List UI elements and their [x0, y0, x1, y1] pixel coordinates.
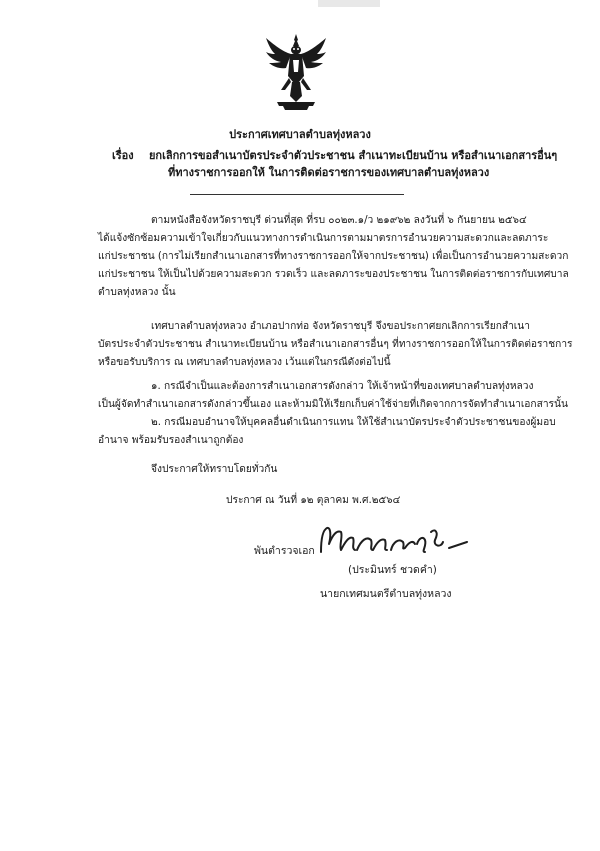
para1-line-5: ตำบลทุ่งหลวง นั้น: [98, 287, 176, 298]
handwritten-signature: [315, 518, 475, 562]
subject-line-2: ที่ทางราชการออกให้ ในการติดต่อราชการของเทศบาลตำบลทุ่งหลวง: [168, 166, 490, 179]
garuda-emblem-icon: [263, 32, 329, 112]
divider: [190, 194, 404, 195]
para2-line-2: บัตรประจำตัวประชาชน สำเนาทะเบียนบ้าน หรือสำเนาเอกสารอื่นๆ ที่ทางราชการออกให้ในการติดต่อราชการ: [98, 339, 573, 350]
para1-line-3: แก่ประชาชน (การไม่เรียกสำเนาเอกสารที่ทางราชการออกให้จากประชาชน) เพื่อเป็นการอำนวยความสะดวก: [98, 251, 569, 262]
subject-text-1: ยกเลิกการขอสำเนาบัตรประจำตัวประชาชน สำเนาทะเบียนบ้าน หรือสำเนาเอกสารอื่นๆ: [148, 149, 558, 162]
para1-line-1: ตามหนังสือจังหวัดราชบุรี ด่วนที่สุด ที่รบ ๐๐๒๓.๑/ว ๒๑๙๖๒ ลงวันที่ ๖ กันยายน ๒๕๖๔: [151, 215, 527, 226]
item2-line-1: ๒. กรณีมอบอำนาจให้บุคคลอื่นดำเนินการแทน ให้ใช้สำเนาบัตรประจำตัวประชาชนของผู้มอบ: [151, 417, 556, 428]
para2-line-3: หรือขอรับบริการ ณ เทศบาลตำบลทุ่งหลวง เว้นแต่ในกรณีดังต่อไปนี้: [98, 357, 391, 368]
announcement-title: ประกาศเทศบาลตำบลทุ่งหลวง: [229, 128, 371, 141]
signatory-position: นายกเทศมนตรีตำบลทุ่งหลวง: [320, 588, 452, 600]
closing-text: จึงประกาศให้ทราบโดยทั่วกัน: [151, 464, 278, 475]
subject-label: เรื่อง: [112, 149, 134, 162]
signatory-name: (ประมินทร์ ชวดคำ): [348, 564, 437, 576]
date-line: ประกาศ ณ วันที่ ๑๒ ตุลาคม พ.ศ.๒๕๖๔: [226, 495, 401, 506]
para1-line-2: ได้แจ้งซักซ้อมความเข้าใจเกี่ยวกับแนวทางการดำเนินการตามมาตรการอำนวยความสะดวกและลดภาระ: [98, 233, 549, 244]
item1-line-1: ๑. กรณีจำเป็นและต้องการสำเนาเอกสารดังกล่าว ให้เจ้าหน้าที่ของเทศบาลตำบลทุ่งหลวง: [151, 381, 534, 392]
subject-line-1: [112, 146, 557, 164]
scan-artifact: [318, 0, 380, 7]
signatory-rank: พันตำรวจเอก: [254, 545, 315, 557]
item2-line-2: อำนาจ พร้อมรับรองสำเนาถูกต้อง: [98, 435, 244, 446]
item1-line-2: เป็นผู้จัดทำสำเนาเอกสารดังกล่าวขึ้นเอง และห้ามมิให้เรียกเก็บค่าใช้จ่ายที่เกิดจากการจัดทำสำเนาเอกสารนั้น: [98, 399, 568, 410]
para1-line-4: แก่ประชาชน ให้เป็นไปด้วยความสะดวก รวดเร็ว และลดภาระของประชาชน ในการติดต่อราชการกับเทศบาล: [98, 269, 569, 280]
para2-line-1: เทศบาลตำบลทุ่งหลวง อำเภอปากท่อ จังหวัดราชบุรี จึงขอประกาศยกเลิกการเรียกสำเนา: [151, 321, 530, 332]
